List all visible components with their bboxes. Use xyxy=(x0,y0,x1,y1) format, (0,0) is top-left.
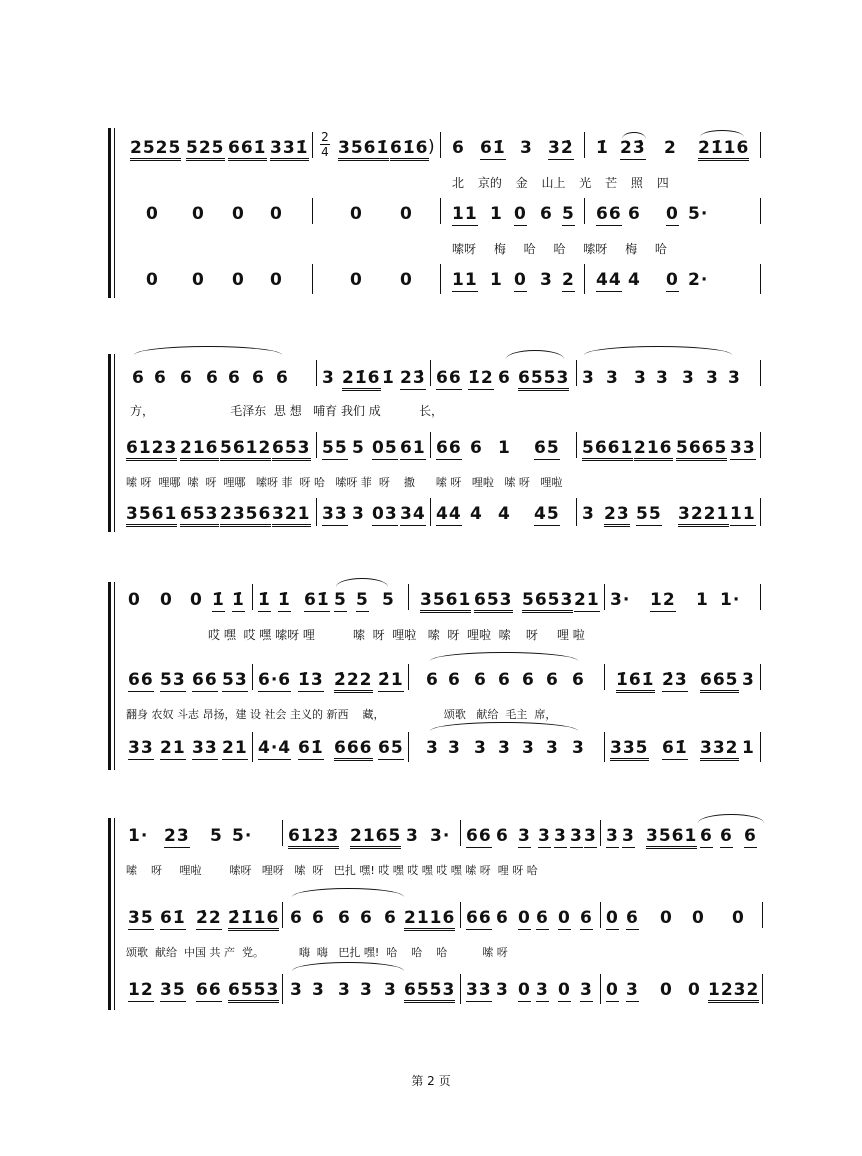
barline xyxy=(604,664,605,690)
note: 6 xyxy=(384,908,397,928)
lyrics-line: 嗦 呀 哩哪 嗦 呀 哩哪 嗦呀 菲 呀 哈 嗦呀 菲 呀 撒 嗦 呀 哩啦 嗦 呀 哩啦 xyxy=(126,476,563,489)
system-bracket xyxy=(108,818,111,1010)
note: 0 xyxy=(666,270,679,290)
note: 0 xyxy=(518,980,531,1000)
note: 3· xyxy=(610,590,631,610)
note: 5 xyxy=(382,590,395,610)
note: 3 xyxy=(384,980,397,1000)
note-group: 3221 xyxy=(678,504,729,527)
note-group: 33 xyxy=(192,738,218,758)
note: 1 xyxy=(498,438,511,458)
note: 4 xyxy=(628,270,641,290)
system-bracket-line xyxy=(114,582,115,770)
barline xyxy=(460,820,461,846)
barline xyxy=(252,664,253,690)
note-group: 61̇ xyxy=(304,590,330,610)
note-group: 21̇6 xyxy=(342,368,381,391)
note: 3 xyxy=(742,670,755,690)
rest: 0 xyxy=(232,270,245,290)
note: 6 xyxy=(546,670,559,690)
note-group: 2165 xyxy=(350,826,401,849)
note: 6 xyxy=(154,368,167,388)
time-signature-top: 2 xyxy=(321,130,329,144)
note: 3 xyxy=(540,270,553,290)
barline xyxy=(430,432,431,458)
barline xyxy=(460,974,461,1004)
note: 3 xyxy=(352,504,365,524)
note: 3 xyxy=(570,826,583,846)
note-group: 66 xyxy=(596,204,622,224)
note: 5 xyxy=(356,590,369,610)
note: 1· xyxy=(128,826,149,846)
barline xyxy=(312,132,313,158)
note: 0 xyxy=(666,204,679,224)
note: 3 xyxy=(682,368,695,388)
note: 0 xyxy=(558,980,571,1000)
note-group: 12 xyxy=(128,980,154,1000)
system-bracket-line xyxy=(114,818,115,1010)
rest: 0 xyxy=(270,204,283,224)
system-bracket xyxy=(108,354,111,532)
slur xyxy=(584,346,732,355)
rest: 0 xyxy=(350,204,363,224)
barline xyxy=(460,902,461,928)
rest: 0 xyxy=(190,590,203,610)
note: 3 xyxy=(322,368,335,388)
rest: 0 xyxy=(732,908,745,928)
note: 3 xyxy=(448,738,461,758)
note: 3 xyxy=(622,826,635,846)
barline xyxy=(760,732,761,762)
note: 6 xyxy=(580,908,593,928)
note: 6 xyxy=(540,204,553,224)
rest: 0 xyxy=(400,270,413,290)
barline xyxy=(760,498,761,526)
note-group: 33 xyxy=(466,980,492,1000)
note-group: 332 xyxy=(700,738,739,761)
note-group: 21 xyxy=(160,738,186,758)
note-group: 525 xyxy=(186,138,225,161)
note: 1̇ xyxy=(212,590,225,610)
note-group: 45 xyxy=(534,504,560,524)
note-group: 1̇3 xyxy=(298,670,324,690)
barline xyxy=(584,264,585,294)
note: 6 xyxy=(252,368,265,388)
note: 3· xyxy=(430,826,451,846)
note-group: 55 xyxy=(636,504,662,524)
barline xyxy=(760,432,761,458)
note-group: 6123 xyxy=(126,438,177,461)
note-group: 653 xyxy=(180,504,219,527)
note: 1· xyxy=(720,590,741,610)
barline xyxy=(316,498,317,526)
note: 6 xyxy=(470,438,483,458)
lyrics-line: 颂歌 献给 中国 共 产 党。 嗨 嗨 巴扎 嘿! 哈 哈 哈 嗦 呀 xyxy=(126,946,508,959)
note: 6 xyxy=(626,908,639,928)
lyrics-line: 哎 嘿 哎 嘿 嗦呀 哩 嗦 呀 哩啦 嗦 呀 哩啦 嗦 呀 哩 啦 xyxy=(208,628,585,642)
barline xyxy=(760,264,761,294)
note: 6 xyxy=(720,826,733,846)
note: 3 xyxy=(498,738,511,758)
barline xyxy=(600,974,601,1004)
note-group: 2̇1̇16 xyxy=(228,908,279,931)
note: 6 xyxy=(448,670,461,690)
rest: 0 xyxy=(660,980,673,1000)
note-group: 55 xyxy=(322,438,348,458)
note: 3 xyxy=(522,738,535,758)
barline xyxy=(440,198,441,224)
note-group: 23̇ xyxy=(400,368,426,388)
note-group: 33 xyxy=(128,738,154,758)
note-group: 11 xyxy=(452,270,478,290)
note-group: 32̇ xyxy=(548,138,574,158)
note-group: 3561̇ xyxy=(338,138,389,161)
note: 5 xyxy=(562,204,575,224)
note: 1 xyxy=(490,270,503,290)
note-group: 666 xyxy=(334,738,373,761)
note: 1̇ xyxy=(596,138,609,158)
note: 2 xyxy=(664,138,677,158)
note: 3 xyxy=(518,826,531,846)
note-group: 653 xyxy=(272,438,311,461)
lyrics-line: 嗦 呀 哩啦 嗦呀 哩呀 嗦 呀 巴扎 嘿! 哎 嘿 哎 嘿 哎 嘿 嗦 呀 哩 呀 哈 xyxy=(126,864,538,877)
rest: 0 xyxy=(232,204,245,224)
note: 3 xyxy=(496,980,509,1000)
note-group: 6553 xyxy=(518,368,569,391)
rest: 0 xyxy=(660,908,673,928)
note-group: 1̇2 xyxy=(468,368,494,388)
note: 1̇ xyxy=(278,590,291,610)
note: 3 xyxy=(426,738,439,758)
note-group: 5653 xyxy=(522,590,573,613)
note-group: 33 xyxy=(322,504,348,524)
note-group: 6123 xyxy=(288,826,339,849)
note: 6 xyxy=(312,908,325,928)
note-group: 66 xyxy=(192,670,218,690)
note-group: 05 xyxy=(372,438,398,458)
note-group: 53 xyxy=(222,670,248,690)
note: 6 xyxy=(276,368,289,388)
note: 3 xyxy=(706,368,719,388)
note: 3 xyxy=(536,980,549,1000)
note-group: 35 xyxy=(160,980,186,1000)
barline xyxy=(316,360,317,386)
note-group: 2̇2 xyxy=(196,908,222,928)
rest: 0 xyxy=(192,204,205,224)
rest: 0 xyxy=(400,204,413,224)
note-group: 6553 xyxy=(228,980,279,1003)
note-group: 44 xyxy=(436,504,462,524)
note: 3 xyxy=(626,980,639,1000)
lyrics-line: 北 京的 金 山上 光 芒 照 四 xyxy=(452,176,669,190)
note: 6 xyxy=(700,826,713,846)
note-group: 335 xyxy=(610,738,649,761)
rest: 0 xyxy=(270,270,283,290)
note: 6 xyxy=(206,368,219,388)
barline xyxy=(576,498,577,526)
note: 3 xyxy=(582,504,595,524)
note: 6 xyxy=(628,204,641,224)
note: 6 xyxy=(452,138,465,158)
note: 0 xyxy=(514,204,527,224)
barline xyxy=(252,732,253,762)
slur xyxy=(134,346,282,355)
note: 6 xyxy=(338,908,351,928)
rest: 0 xyxy=(192,270,205,290)
note-group: 2̇3 xyxy=(662,670,688,690)
note: 0 xyxy=(518,908,531,928)
note: 3 xyxy=(656,368,669,388)
note-group: 66 xyxy=(196,980,222,1000)
note-group: 35 xyxy=(128,908,154,928)
note-group: 61̇ xyxy=(298,738,324,758)
note: 6 xyxy=(360,908,373,928)
barline xyxy=(576,432,577,458)
rest: 0 xyxy=(688,980,701,1000)
barline xyxy=(312,264,313,294)
note-group: 3561 xyxy=(126,504,177,527)
note: 1 xyxy=(742,738,755,758)
note-group: 11 xyxy=(730,504,756,524)
barline xyxy=(604,584,605,610)
note: 1 xyxy=(490,204,503,224)
note: 5· xyxy=(688,204,709,224)
barline xyxy=(312,198,313,224)
barline xyxy=(408,664,409,690)
note: 3 xyxy=(474,738,487,758)
time-signature xyxy=(318,131,332,158)
note-group: 5612 xyxy=(220,438,271,461)
barline xyxy=(600,902,601,928)
note: 6 xyxy=(522,670,535,690)
note: 3 xyxy=(572,738,585,758)
note: 0 xyxy=(606,908,619,928)
note-group: 2116 xyxy=(404,908,455,931)
barline xyxy=(600,820,601,846)
note-group: 66 xyxy=(436,438,462,458)
note: 3 xyxy=(406,826,419,846)
note-group: 6·6 xyxy=(258,670,292,690)
note: 3 xyxy=(582,368,595,388)
barline xyxy=(760,198,761,224)
note: 3 xyxy=(360,980,373,1000)
slur xyxy=(506,350,564,359)
note: 1̇ xyxy=(232,590,245,610)
barline xyxy=(252,584,253,610)
note: 3 xyxy=(634,368,647,388)
rest: 0 xyxy=(160,590,173,610)
note-group: 23̇ xyxy=(620,138,646,158)
note-group: 66 xyxy=(466,908,492,928)
note-group: 53 xyxy=(160,670,186,690)
note-group: 61̇ xyxy=(480,138,506,158)
note-group: 23 xyxy=(604,504,630,527)
system-bracket xyxy=(108,128,111,298)
note-group: 216 xyxy=(180,438,219,461)
note-group: 4·4 xyxy=(258,738,292,758)
note-group: 321 xyxy=(272,504,311,527)
barline xyxy=(282,820,283,846)
note: 6 xyxy=(474,670,487,690)
barline xyxy=(430,360,431,386)
note-group: 216 xyxy=(634,438,673,461)
note: 5 xyxy=(352,438,365,458)
note: 3 xyxy=(538,826,551,846)
rest: 0 xyxy=(350,270,363,290)
note: 5· xyxy=(232,826,253,846)
note: 6 xyxy=(498,368,511,388)
barline xyxy=(760,664,761,690)
note-group: 66 xyxy=(436,368,462,388)
page-number: 第 2 页 xyxy=(411,1074,451,1088)
note: 3 xyxy=(554,826,567,846)
closing-paren: ) xyxy=(428,137,436,157)
barline xyxy=(316,432,317,458)
note: 3 xyxy=(606,826,619,846)
note-group: 331̇ xyxy=(270,138,309,161)
note-group: 653 xyxy=(474,590,513,613)
barline xyxy=(762,902,763,928)
note-group: 2̇1 xyxy=(378,670,404,690)
barline xyxy=(430,498,431,526)
note: 3 xyxy=(520,138,533,158)
note-group: 12 xyxy=(650,590,676,610)
note: 3 xyxy=(546,738,559,758)
note: 6 xyxy=(180,368,193,388)
note-group: 21 xyxy=(222,738,248,758)
note: 6 xyxy=(572,670,585,690)
note: 6 xyxy=(536,908,549,928)
system-bracket-line xyxy=(114,354,115,532)
note: 4 xyxy=(498,504,511,524)
barline xyxy=(584,132,585,158)
barline xyxy=(282,902,283,928)
barline xyxy=(760,360,761,386)
note: 2 xyxy=(562,270,575,290)
note: 6 xyxy=(228,368,241,388)
slur xyxy=(698,814,764,823)
note-group: 34 xyxy=(400,504,426,524)
note: 6 xyxy=(744,826,757,846)
barline xyxy=(408,732,409,762)
note-group: 661̇ xyxy=(228,138,267,161)
rest: 0 xyxy=(692,908,705,928)
note-group: 61̇ xyxy=(662,738,688,758)
barline xyxy=(440,264,441,294)
note: 5 xyxy=(334,590,347,610)
note-group: 11 xyxy=(452,204,478,224)
note: 4 xyxy=(470,504,483,524)
note-group: 1̇61̇ xyxy=(616,670,655,693)
note: 3 xyxy=(728,368,741,388)
lyrics-line: 翻身 农奴 斗志 昂扬，建 设 社会 主义的 新西 藏， 颂歌 献给 毛主 席， xyxy=(126,708,557,721)
rest: 0 xyxy=(128,590,141,610)
note: 5 xyxy=(210,826,223,846)
slur xyxy=(336,578,388,587)
note: 3 xyxy=(338,980,351,1000)
system-bracket xyxy=(108,582,111,770)
note-group: 61̇ xyxy=(160,908,186,928)
note-group: 21̇16 xyxy=(698,138,749,161)
note: 0 xyxy=(606,980,619,1000)
time-signature-bottom: 4 xyxy=(321,145,329,159)
note-group: 65 xyxy=(378,738,404,758)
note: 1̇ xyxy=(258,590,271,610)
note-group: 33 xyxy=(730,438,756,458)
note-group: 66 xyxy=(466,826,492,846)
note-group: 3561 xyxy=(646,826,697,849)
barline xyxy=(576,360,577,386)
note-group: 61 xyxy=(400,438,426,458)
note-group: 23 xyxy=(164,826,190,846)
note-group: 65 xyxy=(534,438,560,458)
note-group: 61̇6 xyxy=(390,138,429,161)
note: 0 xyxy=(514,270,527,290)
note-group: 2525 xyxy=(130,138,181,161)
barline xyxy=(604,732,605,762)
note: 6 xyxy=(498,670,511,690)
barline xyxy=(408,584,409,610)
note-group: 665 xyxy=(700,670,739,693)
note-group: 5661 xyxy=(582,438,633,461)
note: 1 xyxy=(696,590,709,610)
note-group: 1232 xyxy=(708,980,759,1003)
note-group: 21 xyxy=(574,590,600,610)
note: 3 xyxy=(584,826,597,846)
slur xyxy=(700,130,744,137)
note: 6 xyxy=(290,908,303,928)
note: 3 xyxy=(290,980,303,1000)
barline xyxy=(760,132,761,158)
note-group: 66 xyxy=(128,670,154,690)
lyrics-line: 嗦呀 梅 哈 哈 嗦呀 梅 哈 xyxy=(452,242,667,256)
note-group: 3561 xyxy=(420,590,471,613)
note-group: 44 xyxy=(596,270,622,290)
note: 1̇ xyxy=(382,368,395,388)
rest: 0 xyxy=(146,204,159,224)
barline xyxy=(760,584,761,610)
barline xyxy=(440,132,441,158)
barline xyxy=(762,974,763,1004)
note: 3 xyxy=(606,368,619,388)
note: 6 xyxy=(496,826,509,846)
barline xyxy=(282,974,283,1004)
rest: 0 xyxy=(146,270,159,290)
note-group: 2̇22 xyxy=(334,670,373,693)
note-group: 03 xyxy=(372,504,398,524)
lyrics-line: 方， 毛泽东 思 想 哺育 我们 成 长， xyxy=(130,404,443,418)
note-group: 2356 xyxy=(220,504,271,527)
note: 6 xyxy=(496,908,509,928)
note: 3 xyxy=(312,980,325,1000)
note: 3 xyxy=(580,980,593,1000)
barline xyxy=(584,198,585,224)
note-group: 6553 xyxy=(404,980,455,1003)
note: 6 xyxy=(132,368,145,388)
note: 0 xyxy=(558,908,571,928)
system-bracket-line xyxy=(114,128,115,298)
note: 2· xyxy=(688,270,709,290)
note-group: 5665 xyxy=(676,438,727,461)
note: 6 xyxy=(426,670,439,690)
